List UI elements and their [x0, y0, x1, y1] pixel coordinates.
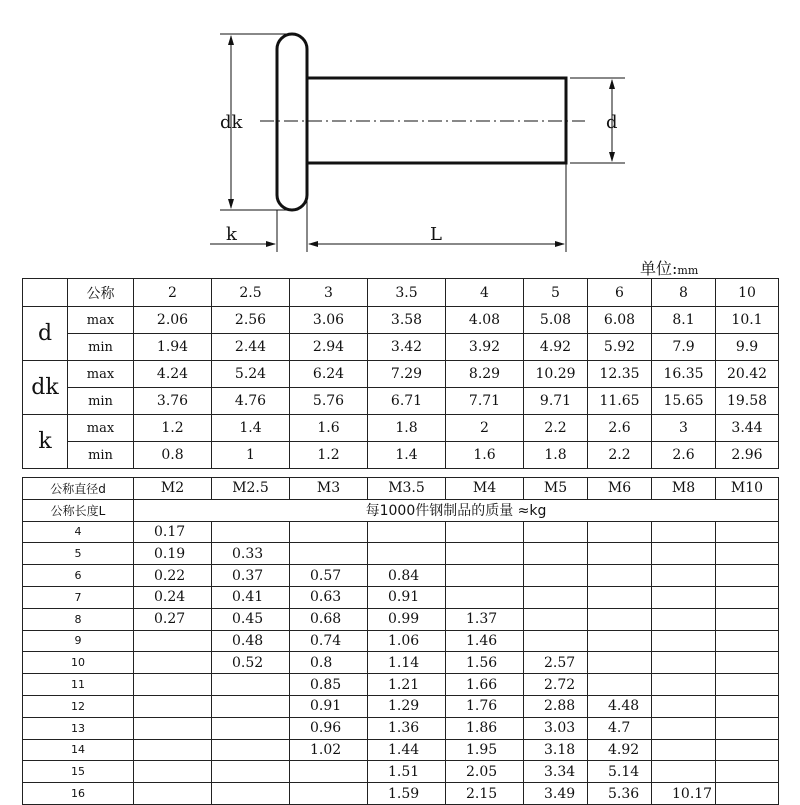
mass-value: 2.57: [524, 652, 588, 674]
mass-value: 0.52: [212, 652, 290, 674]
L-label: L: [430, 224, 442, 245]
spec-value: 1.2: [290, 442, 368, 469]
mass-value: [134, 783, 212, 805]
mass-value: [134, 674, 212, 696]
mass-value: [716, 630, 779, 652]
spec-value: 1.2: [134, 415, 212, 442]
spec-value: 3.44: [716, 415, 779, 442]
mass-value: 1.06: [368, 630, 446, 652]
spec-value: 3.06: [290, 307, 368, 334]
size-header: M6: [588, 478, 652, 500]
spec-value: 5.76: [290, 388, 368, 415]
nominal-value: 2: [134, 279, 212, 307]
mass-value: 0.84: [368, 565, 446, 587]
spec-value: 2.94: [290, 334, 368, 361]
mass-value: [212, 739, 290, 761]
spec-value: 7.29: [368, 361, 446, 388]
mass-row: [23, 521, 779, 543]
spec-value: 20.42: [716, 361, 779, 388]
spec-row-dk-max: [23, 361, 779, 388]
nominal-value: 8: [652, 279, 716, 307]
mass-value: [524, 521, 588, 543]
spec-value: 4.08: [446, 307, 524, 334]
mass-value: 0.63: [290, 586, 368, 608]
spec-value: 8.29: [446, 361, 524, 388]
mass-value: [212, 674, 290, 696]
mass-value: [588, 652, 652, 674]
mass-value: 0.45: [212, 608, 290, 630]
mass-value: [290, 543, 368, 565]
mass-value: 10.17: [652, 783, 716, 805]
spec-value: 1.6: [290, 415, 368, 442]
mass-value: 1.29: [368, 695, 446, 717]
length-value: 8: [23, 608, 134, 630]
mass-value: 0.33: [212, 543, 290, 565]
mass-row: [23, 652, 779, 674]
spec-value: 2.56: [212, 307, 290, 334]
mass-value: [716, 543, 779, 565]
spec-value: 3.76: [134, 388, 212, 415]
mass-value: [290, 783, 368, 805]
mass-value: 5.14: [588, 761, 652, 783]
mass-value: 2.05: [446, 761, 524, 783]
spec-value: 2: [446, 415, 524, 442]
mass-value: [716, 521, 779, 543]
spec-row-k-min: [23, 442, 779, 469]
mass-value: 1.46: [446, 630, 524, 652]
mass-value: [652, 565, 716, 587]
nominal-label: 公称: [68, 279, 134, 307]
mass-title: 每1000件钢制品的质量 ≈kg: [134, 499, 779, 521]
spec-value: 0.8: [134, 442, 212, 469]
spec-value: 10.1: [716, 307, 779, 334]
mass-value: [716, 739, 779, 761]
mass-value: [716, 783, 779, 805]
mass-value: [134, 652, 212, 674]
mass-value: [446, 521, 524, 543]
mass-value: [652, 652, 716, 674]
mass-value: 4.48: [588, 695, 652, 717]
mass-value: [716, 695, 779, 717]
spec-row-k-max: [23, 415, 779, 442]
spec-value: 1.4: [368, 442, 446, 469]
spec-value: 2.06: [134, 307, 212, 334]
spec-value: 12.35: [588, 361, 652, 388]
mass-value: 0.37: [212, 565, 290, 587]
mass-table: [22, 477, 779, 805]
mass-value: 5.36: [588, 783, 652, 805]
mass-value: 0.8: [290, 652, 368, 674]
spec-corner: [23, 279, 68, 307]
mass-value: [716, 608, 779, 630]
length-value: 12: [23, 695, 134, 717]
length-value: 6: [23, 565, 134, 587]
spec-value: 8.1: [652, 307, 716, 334]
mass-value: [134, 695, 212, 717]
mass-value: 0.68: [290, 608, 368, 630]
mass-value: [588, 565, 652, 587]
spec-symbol-d: d: [23, 307, 68, 361]
mass-row: [23, 783, 779, 805]
mass-value: 3.34: [524, 761, 588, 783]
mass-value: [652, 717, 716, 739]
length-value: 13: [23, 717, 134, 739]
mass-value: [446, 543, 524, 565]
rivet-head: [277, 34, 307, 210]
mass-value: [134, 761, 212, 783]
spec-row-d-max: [23, 307, 779, 334]
spec-value: 4.24: [134, 361, 212, 388]
rivet-technical-drawing: [0, 0, 800, 265]
length-label: 公称长度L: [23, 499, 134, 521]
spec-value: 5.92: [588, 334, 652, 361]
spec-value: 2.2: [524, 415, 588, 442]
spec-value: 2.6: [652, 442, 716, 469]
spec-value: 1.6: [446, 442, 524, 469]
mass-value: 0.41: [212, 586, 290, 608]
mass-value: [652, 674, 716, 696]
spec-value: 15.65: [652, 388, 716, 415]
mass-value: [212, 717, 290, 739]
mass-value: 1.14: [368, 652, 446, 674]
mass-value: [212, 695, 290, 717]
spec-value: 16.35: [652, 361, 716, 388]
length-value: 4: [23, 521, 134, 543]
size-header: M3: [290, 478, 368, 500]
mass-value: [368, 543, 446, 565]
mass-value: [652, 630, 716, 652]
spec-value: 3.92: [446, 334, 524, 361]
mass-value: [716, 565, 779, 587]
mass-row: [23, 717, 779, 739]
size-header: M4: [446, 478, 524, 500]
spec-value: 7.9: [652, 334, 716, 361]
mass-value: [716, 674, 779, 696]
spec-value: 7.71: [446, 388, 524, 415]
size-header: M8: [652, 478, 716, 500]
spec-value: 1.4: [212, 415, 290, 442]
mass-value: 0.48: [212, 630, 290, 652]
size-header: M10: [716, 478, 779, 500]
mass-value: [588, 586, 652, 608]
mass-value: [652, 739, 716, 761]
mass-value: 1.56: [446, 652, 524, 674]
mass-row: [23, 739, 779, 761]
mass-value: 1.44: [368, 739, 446, 761]
mass-row: [23, 630, 779, 652]
mass-value: [652, 543, 716, 565]
spec-value: 3.58: [368, 307, 446, 334]
mass-value: [524, 630, 588, 652]
nominal-value: 3.5: [368, 279, 446, 307]
mass-value: [212, 783, 290, 805]
spec-limit-label: max: [68, 415, 134, 442]
unit-value: mm: [677, 264, 699, 277]
spec-row-d-min: [23, 334, 779, 361]
k-label: k: [226, 224, 237, 245]
mass-value: 1.95: [446, 739, 524, 761]
mass-value: 1.86: [446, 717, 524, 739]
nominal-value: 3: [290, 279, 368, 307]
mass-value: [524, 586, 588, 608]
spec-header-row: [23, 279, 779, 307]
mass-title-row: [23, 499, 779, 521]
mass-value: 1.21: [368, 674, 446, 696]
size-header: M5: [524, 478, 588, 500]
mass-row: [23, 565, 779, 587]
mass-value: [716, 586, 779, 608]
diameter-label: 公称直径d: [23, 478, 134, 500]
mass-value: [524, 565, 588, 587]
mass-value: 2.88: [524, 695, 588, 717]
mass-value: [588, 608, 652, 630]
spec-value: 1.94: [134, 334, 212, 361]
mass-value: 0.27: [134, 608, 212, 630]
mass-value: [212, 761, 290, 783]
mass-value: [652, 521, 716, 543]
spec-value: 11.65: [588, 388, 652, 415]
mass-value: [446, 586, 524, 608]
mass-value: [368, 521, 446, 543]
spec-limit-label: min: [68, 442, 134, 469]
spec-value: 9.71: [524, 388, 588, 415]
size-header: M3.5: [368, 478, 446, 500]
mass-value: [588, 521, 652, 543]
length-value: 9: [23, 630, 134, 652]
spec-value: 19.58: [716, 388, 779, 415]
mass-value: [716, 761, 779, 783]
mass-value: [134, 717, 212, 739]
mass-value: [588, 543, 652, 565]
size-header: M2: [134, 478, 212, 500]
length-value: 7: [23, 586, 134, 608]
mass-value: 3.49: [524, 783, 588, 805]
spec-value: 2.96: [716, 442, 779, 469]
mass-value: 0.99: [368, 608, 446, 630]
spec-value: 6.24: [290, 361, 368, 388]
mass-value: [588, 674, 652, 696]
spec-limit-label: max: [68, 307, 134, 334]
mass-row: [23, 695, 779, 717]
length-value: 15: [23, 761, 134, 783]
spec-value: 2.6: [588, 415, 652, 442]
mass-value: 1.37: [446, 608, 524, 630]
mass-value: 1.51: [368, 761, 446, 783]
mass-value: 0.17: [134, 521, 212, 543]
dk-label: dk: [220, 112, 243, 133]
mass-value: 1.76: [446, 695, 524, 717]
mass-value: 0.22: [134, 565, 212, 587]
mass-value: 0.57: [290, 565, 368, 587]
mass-value: 4.92: [588, 739, 652, 761]
length-value: 16: [23, 783, 134, 805]
spec-value: 9.9: [716, 334, 779, 361]
spec-symbol-k: k: [23, 415, 68, 469]
mass-row: [23, 543, 779, 565]
spec-value: 5.24: [212, 361, 290, 388]
spec-value: 1.8: [368, 415, 446, 442]
mass-row: [23, 608, 779, 630]
mass-value: [716, 652, 779, 674]
spec-value: 2.44: [212, 334, 290, 361]
mass-value: [588, 630, 652, 652]
mass-value: 4.7: [588, 717, 652, 739]
mass-value: [652, 586, 716, 608]
mass-value: 0.96: [290, 717, 368, 739]
nominal-value: 5: [524, 279, 588, 307]
mass-value: [524, 608, 588, 630]
mass-value: [134, 630, 212, 652]
mass-size-row: [23, 478, 779, 500]
mass-value: [134, 739, 212, 761]
d-label: d: [606, 112, 618, 133]
spec-value: 1: [212, 442, 290, 469]
spec-value: 6.71: [368, 388, 446, 415]
spec-value: 10.29: [524, 361, 588, 388]
mass-row: [23, 761, 779, 783]
mass-value: [524, 543, 588, 565]
length-value: 5: [23, 543, 134, 565]
mass-value: 0.74: [290, 630, 368, 652]
mass-value: [716, 717, 779, 739]
length-value: 10: [23, 652, 134, 674]
mass-row: [23, 586, 779, 608]
spec-value: 6.08: [588, 307, 652, 334]
mass-value: 1.66: [446, 674, 524, 696]
mass-value: 0.91: [368, 586, 446, 608]
mass-value: 0.24: [134, 586, 212, 608]
length-value: 11: [23, 674, 134, 696]
mass-value: [652, 608, 716, 630]
mass-value: 2.15: [446, 783, 524, 805]
mass-value: 3.03: [524, 717, 588, 739]
spec-value: 5.08: [524, 307, 588, 334]
mass-value: 0.91: [290, 695, 368, 717]
mass-value: [290, 761, 368, 783]
mass-value: [446, 565, 524, 587]
mass-value: 3.18: [524, 739, 588, 761]
mass-value: 1.59: [368, 783, 446, 805]
mass-value: [290, 521, 368, 543]
mass-value: [652, 761, 716, 783]
spec-symbol-dk: dk: [23, 361, 68, 415]
nominal-value: 2.5: [212, 279, 290, 307]
mass-row: [23, 674, 779, 696]
spec-value: 4.92: [524, 334, 588, 361]
unit-prefix: 单位:: [640, 259, 678, 278]
mass-value: [652, 695, 716, 717]
mass-value: 0.85: [290, 674, 368, 696]
mass-value: [212, 521, 290, 543]
spec-limit-label: min: [68, 388, 134, 415]
nominal-value: 4: [446, 279, 524, 307]
spec-value: 2.2: [588, 442, 652, 469]
length-value: 14: [23, 739, 134, 761]
mass-value: 1.02: [290, 739, 368, 761]
mass-value: 1.36: [368, 717, 446, 739]
mass-value: 2.72: [524, 674, 588, 696]
spec-limit-label: max: [68, 361, 134, 388]
spec-value: 1.8: [524, 442, 588, 469]
nominal-value: 6: [588, 279, 652, 307]
size-header: M2.5: [212, 478, 290, 500]
spec-value: 4.76: [212, 388, 290, 415]
spec-value: 3.42: [368, 334, 446, 361]
spec-value: 3: [652, 415, 716, 442]
spec-limit-label: min: [68, 334, 134, 361]
nominal-value: 10: [716, 279, 779, 307]
unit-label: [640, 256, 698, 279]
spec-row-dk-min: [23, 388, 779, 415]
mass-value: 0.19: [134, 543, 212, 565]
dimension-spec-table: [22, 278, 779, 469]
